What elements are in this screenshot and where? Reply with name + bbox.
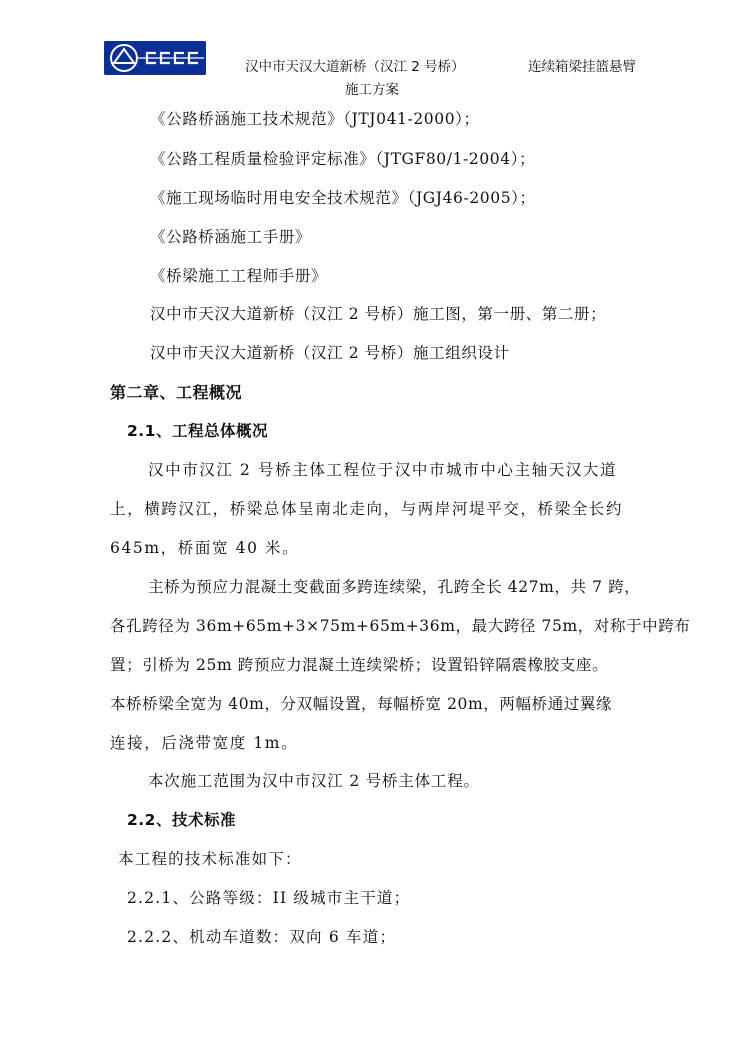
page-header	[0, 0, 744, 100]
paragraph-line: 上，横跨汉江，桥梁总体呈南北走向，与两岸河堤平交，桥梁全长约	[110, 500, 624, 518]
reference-item: 汉中市天汉大道新桥（汉江 2 号桥）施工图，第一册、第二册；	[150, 305, 607, 323]
standard-item: 2.2.1、公路等级：II 级城市主干道；	[127, 889, 411, 907]
reference-item: 《公路工程质量检验评定标准》（JTGF80/1-2004）；	[150, 150, 536, 168]
header-document-title: 连续箱梁挂篮悬臂	[528, 59, 636, 75]
paragraph-scope: 本次施工范围为汉中市汉江 2 号桥主体工程。	[148, 772, 480, 790]
paragraph-line: 各孔跨径为 36m+65m+3×75m+65m+36m，最大跨径 75m，对称于中跨布	[110, 617, 691, 635]
paragraph-line: 本桥桥梁全宽为 40m，分双幅设置，每幅桥宽 20m，两幅桥通过翼缘	[110, 695, 613, 713]
paragraph-line: 汉中市汉江 2 号桥主体工程位于汉中市城市中心主轴天汉大道	[148, 461, 618, 479]
section-title: 2.1、工程总体概况	[127, 422, 268, 440]
reference-item: 《桥梁施工工程师手册》	[150, 267, 328, 285]
section-title: 2.2、技术标准	[127, 811, 236, 829]
paragraph-intro: 本工程的技术标准如下：	[118, 850, 302, 868]
paragraph-line: 连接，后浇带宽度 1m。	[110, 734, 299, 752]
paragraph-line: 置；引桥为 25m 跨预应力混凝土连续梁桥；设置铅锌隔震橡胶支座。	[110, 656, 609, 674]
reference-item: 《施工现场临时用电安全技术规范》（JGJ46-2005）；	[150, 189, 536, 207]
cccc-logo-icon	[104, 41, 206, 75]
header-subtitle: 施工方案	[345, 82, 399, 98]
paragraph-line: 主桥为预应力混凝土变截面多跨连续梁，孔跨全长 427m，共 7 跨，	[148, 578, 641, 596]
paragraph-line: 645m，桥面宽 40 米。	[110, 539, 300, 557]
reference-item: 《公路桥涵施工手册》	[150, 228, 312, 246]
company-logo	[104, 41, 206, 75]
reference-item: 汉中市天汉大道新桥（汉江 2 号桥）施工组织设计	[150, 344, 510, 362]
header-project-title: 汉中市天汉大道新桥（汉江 2 号桥）	[245, 59, 465, 75]
standard-item: 2.2.2、机动车道数：双向 6 车道；	[127, 928, 397, 946]
reference-item: 《公路桥涵施工技术规范》（JTJ041-2000）；	[150, 110, 480, 128]
chapter-title: 第二章、工程概况	[110, 383, 243, 402]
